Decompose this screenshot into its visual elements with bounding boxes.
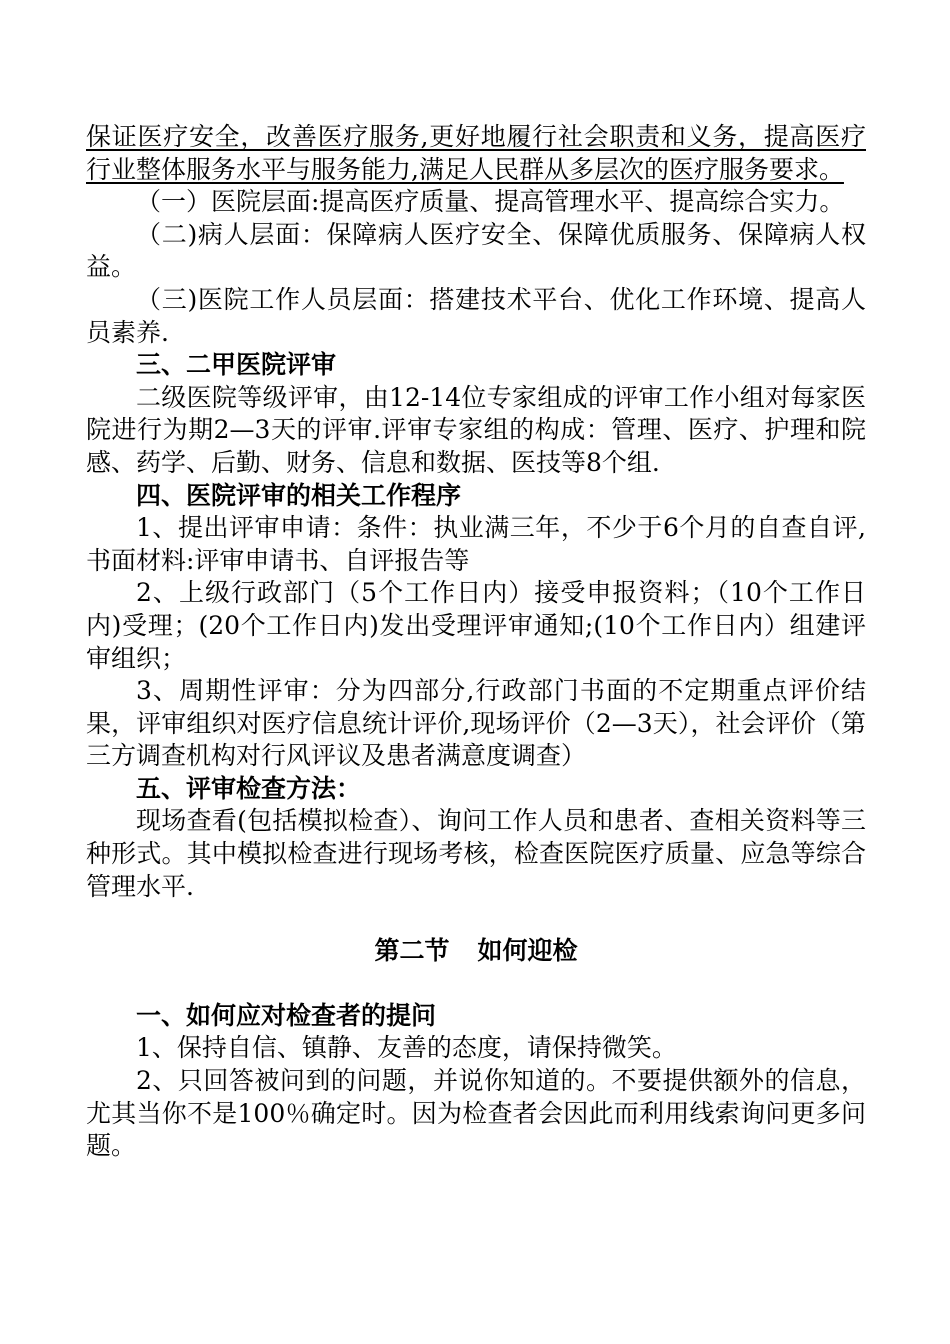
chapter-title-number: 第二节	[374, 936, 450, 966]
chapter-title	[86, 935, 866, 968]
section5-body: 现场查看(包括模拟检查）、询问工作人员和患者、查相关资料等三种形式。其中模拟检查进行现场考核，检查医院医疗质量、应急等综合管理水平.	[86, 806, 866, 901]
qa-item-1: 1、保持自信、镇静、友善的态度，请保持微笑。	[136, 1033, 677, 1063]
document-page	[86, 121, 866, 1163]
intro-paragraph: 保证医疗安全，改善医疗服务,更好地履行社会职责和义务，提高医疗行业整体服务水平与服务能力,满足人民群从多层次的医疗服务要求。	[86, 122, 866, 184]
goal-staff-level: （三)医院工作人员层面：搭建技术平台、优化工作环境、提高人员素养.	[86, 284, 866, 347]
goal-hospital-level: （一）医院层面:提高医疗质量、提高管理水平、提高综合实力。	[136, 187, 845, 217]
section4-heading: 四、医院评审的相关工作程序	[136, 480, 462, 510]
section4-item-1: 1、提出评审申请：条件：执业满三年，不少于6个月的自查自评,书面材料:评审申请书、自评报告等	[86, 513, 866, 575]
section3-body: 二级医院等级评审，由12-14位专家组成的评审工作小组对每家医院进行为期2—3天的评审.评审专家组的构成：管理、医疗、护理和院感、药学、后勤、财务、信息和数据、医技等8个组.	[86, 382, 866, 477]
section3-heading: 三、二甲医院评审	[136, 350, 337, 380]
qa-item-2: 2、只回答被问到的问题，并说你知道的。不要提供额外的信息，尤其当你不是100％确定时。因为检查者会因此而利用线索询问更多问题。	[86, 1066, 866, 1161]
goal-patient-level: （二)病人层面：保障病人医疗安全、保障优质服务、保障病人权益。	[86, 219, 866, 282]
section4-item-3: 3、周期性评审：分为四部分,行政部门书面的不定期重点评价结果，评审组织对医疗信息统计评价,现场评价（2—3天），社会评价（第三方调查机构对行风评议及患者满意度调查）	[86, 676, 866, 771]
section5-heading: 五、评审检查方法：	[136, 773, 362, 803]
chapter-title-text: 如何迎检	[477, 936, 578, 966]
section4-item-2: 2、上级行政部门（5个工作日内）接受申报资料；（10个工作日内)受理；(20个工作日内)发出受理评审通知;(10个工作日内）组建评审组织；	[86, 578, 866, 673]
qa-heading: 一、如何应对检查者的提问	[136, 1000, 437, 1030]
